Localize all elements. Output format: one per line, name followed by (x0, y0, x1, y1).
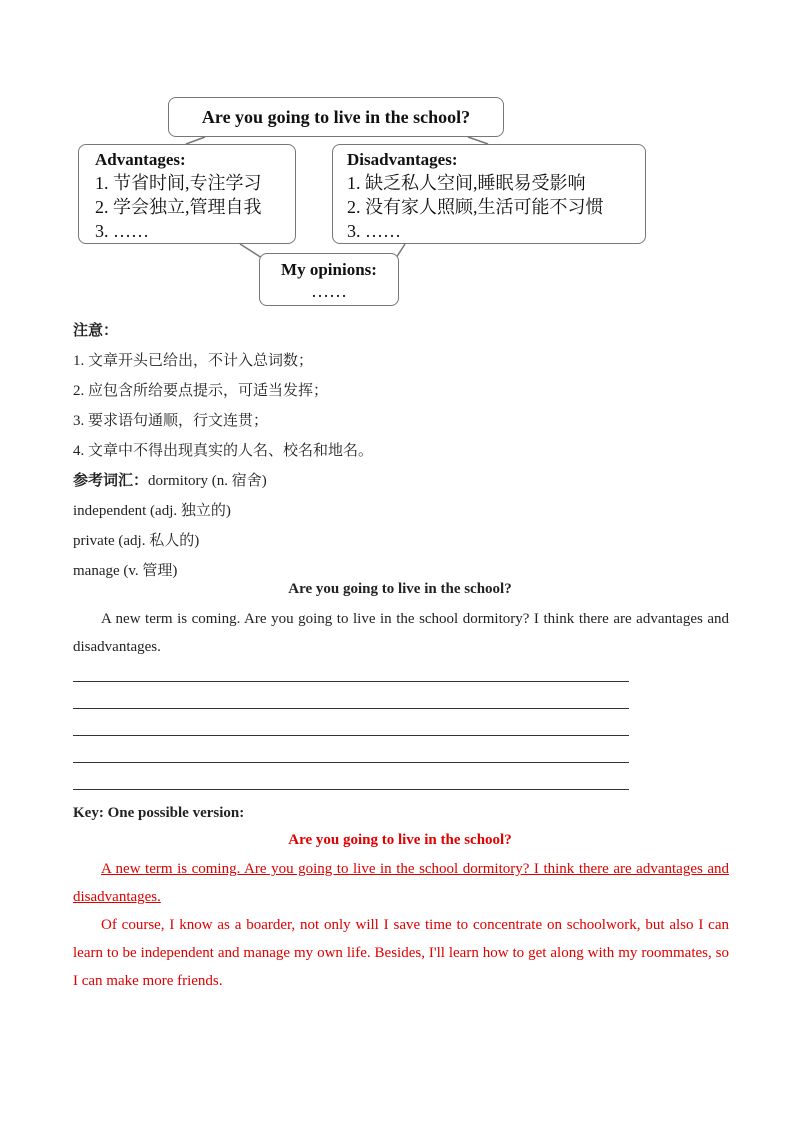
note-item: 3. 要求语句通顺，行文连贯； (73, 413, 269, 429)
writing-line (73, 708, 629, 709)
opinions-content: …… (311, 281, 347, 301)
diagram-title: Are you going to live in the school? (201, 106, 471, 127)
disadvantage-item: 3. …… (347, 221, 401, 241)
vocab-item: private (adj. 私人的) (73, 533, 200, 549)
advantage-item: 1. 节省时间,专注学习 (95, 173, 262, 193)
vocab-label: 参考词汇： (73, 473, 149, 489)
vocab-item: manage (v. 管理) (73, 563, 178, 579)
advantages-box (78, 144, 296, 244)
vocab-item: dormitory (n. 宿舍) (148, 473, 267, 489)
key-title: Are you going to live in the school? (288, 832, 512, 848)
essay-opening: A new term is coming. Are you going to live in the school dormitory? I think there are advantages and disadvantages. (73, 611, 729, 655)
vocab-item: independent (adj. 独立的) (73, 503, 231, 519)
essay-title: Are you going to live in the school? (288, 581, 512, 597)
writing-line (73, 681, 629, 682)
vocab-row (73, 466, 733, 496)
note-item: 1. 文章开头已给出，不计入总词数； (73, 353, 314, 369)
writing-line (73, 789, 629, 790)
disadvantages-box (332, 144, 646, 244)
instructions (73, 316, 733, 586)
note-item: 2. 应包含所给要点提示，可适当发挥； (73, 383, 329, 399)
key-label: Key: One possible version: (73, 805, 245, 821)
advantage-item: 3. …… (95, 221, 149, 241)
advantage-item: 2. 学会独立,管理自我 (95, 197, 262, 217)
diagram-title-box (168, 97, 504, 137)
mindmap-diagram (0, 0, 800, 320)
disadvantage-item: 1. 缺乏私人空间,睡眠易受影响 (347, 173, 586, 193)
opinions-heading: My opinions: (281, 260, 377, 279)
disadvantages-heading: Disadvantages: (347, 150, 458, 169)
key-opening (73, 855, 729, 911)
disadvantage-item: 2. 没有家人照顾,生活可能不习惯 (347, 197, 604, 217)
advantages-heading: Advantages: (95, 150, 186, 169)
note-item: 4. 文章中不得出现真实的人名、校名和地名。 (73, 443, 374, 459)
key-body: Of course, I know as a boarder, not only will I save time to concentrate on schoolwork, but also I can learn to be independent and manage my own life. Besides, I'll learn how to get along with my roommates, so I can make more friends. (73, 917, 729, 989)
notes-heading: 注意： (73, 323, 119, 339)
opinions-box (259, 253, 399, 306)
writing-line (73, 735, 629, 736)
key-opening-text: A new term is coming. Are you going to live in the school dormitory? I think there are advantages and disadvantages. (73, 861, 729, 905)
writing-line (73, 762, 629, 763)
